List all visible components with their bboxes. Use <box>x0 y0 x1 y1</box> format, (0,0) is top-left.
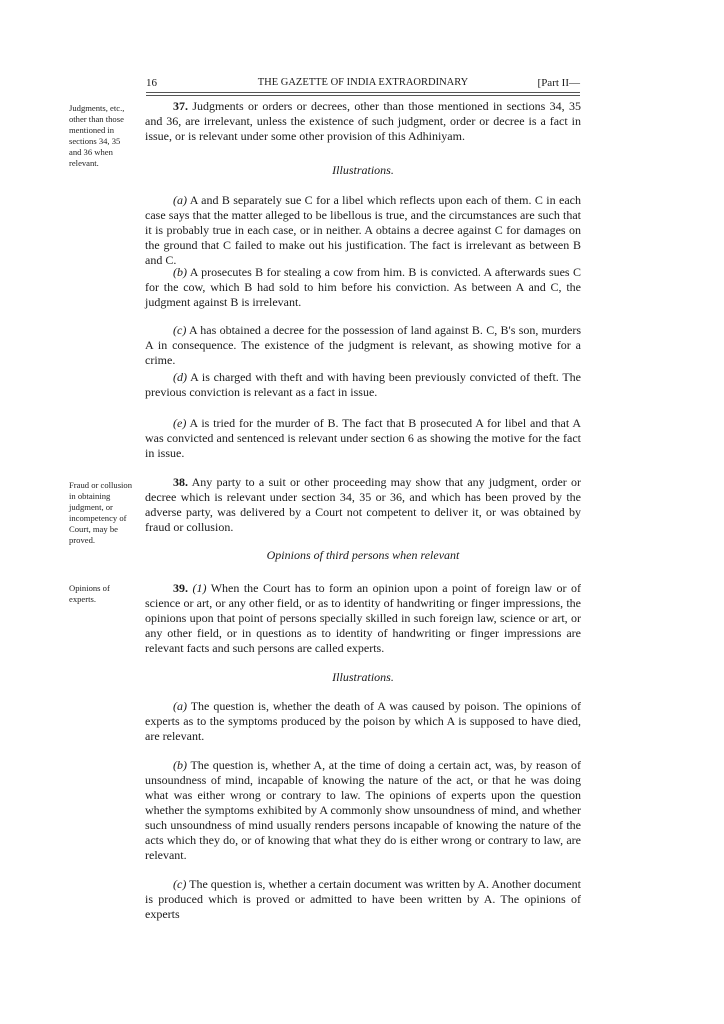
gazette-title: THE GAZETTE OF INDIA EXTRAORDINARY <box>257 77 469 88</box>
header-rule-bottom <box>146 95 580 96</box>
margin-note-s39: Opinions of experts. <box>69 583 110 604</box>
illustration-text: A and B separately sue C for a libel which reflects upon each of them. C in each case says that the matter alleged to be libellous is true, and the circumstances are such that it is probably true in each case, or in neither. A obtains a decree against C for damages on the ground that C failed to make out his justification. The fact is irrelevant as between B and C. <box>145 193 581 267</box>
section-37 <box>145 99 581 144</box>
illustration-text: A prosecutes B for stealing a cow from him. B is convicted. A afterwards sues C for the cow, which B had sold to him before his conviction. As between A and C, the judgment against B is irrelevant. <box>145 265 581 309</box>
illustration-text: A has obtained a decree for the possession of land against B. C, B's son, murders A in consequence. The existence of the judgment is relevant, as showing motive for a crime. <box>145 323 581 367</box>
section-38 <box>145 475 581 535</box>
illustration-37e <box>145 416 581 461</box>
illustration-37d <box>145 370 581 400</box>
heading-third-persons: Opinions of third persons when relevant <box>266 548 460 562</box>
section-text: When the Court has to form an opinion upon a point of foreign law or of science or art, or any other field, or as to identity of handwriting or finger impressions, the opinions upon that point of persons specially skilled in such foreign law, science or art, or any other field, or in questions as to identity of handwriting or finger impressions are relevant facts and such persons are called experts. <box>145 581 581 655</box>
page-header <box>146 77 580 93</box>
illustration-text: The question is, whether A, at the time of doing a certain act, was, by reason of unsoundness of mind, incapable of knowing the nature of the act, or that he was doing what was either wrong or contrary to law. The opinions of experts upon the question whether the symptoms exhibited by A commonly show unsoundness of mind, and whether such unsoundness of mind usually renders persons incapable of knowing the nature of the acts which they do, or of knowing that what they do is either wrong or contrary to law, are relevant. <box>145 758 581 862</box>
margin-note-s38: Fraud or collusion in obtaining judgment, or incompetency of Court, may be proved. <box>69 480 133 545</box>
illustration-text: The question is, whether the death of A was caused by poison. The opinions of experts as to the symptoms produced by the poison by which A is supposed to have died, are relevant. <box>145 699 581 743</box>
illustration-37c <box>145 323 581 368</box>
illustration-text: A is charged with theft and with having been previously convicted of theft. The previous conviction is relevant as a fact in issue. <box>145 370 581 399</box>
part-label: [Part II— <box>537 77 580 89</box>
subsection-number: (1) <box>192 581 207 595</box>
section-text: Judgments or orders or decrees, other than those mentioned in sections 34, 35 and 36, are irrelevant, unless the existence of such judgment, order or decree is a fact in issue, or is relevant under some other provision of this Adhiniyam. <box>145 99 581 143</box>
illustration-text: A is tried for the murder of B. The fact that B prosecuted A for libel and that A was convicted and sentenced is relevant under section 6 as showing the motive for the fact in issue. <box>145 416 581 460</box>
section-number: 39. <box>173 581 188 595</box>
section-39 <box>145 581 581 656</box>
header-rule-top <box>146 92 580 93</box>
illustration-39a <box>145 699 581 744</box>
illustration-39b <box>145 758 581 863</box>
illustration-label: (e) <box>173 416 187 430</box>
illustration-label: (a) <box>173 193 187 207</box>
illustrations-heading: Illustrations. <box>332 163 394 177</box>
illustration-37a <box>145 193 581 268</box>
illustration-39c <box>145 877 581 922</box>
margin-note-s37: Judgments, etc., other than those mentioned in sections 34, 35 and 36 when relevant. <box>69 103 125 168</box>
illustration-37b <box>145 265 581 310</box>
illustration-label: (d) <box>173 370 187 384</box>
section-text: Any party to a suit or other proceeding may show that any judgment, order or decree which is relevant under section 34, 35 or 36, and which has been proved by the adverse party, was delivered by a Court not competent to deliver it, or was obtained by fraud or collusion. <box>145 475 581 534</box>
illustrations-heading: Illustrations. <box>332 670 394 684</box>
illustration-label: (c) <box>173 877 187 891</box>
illustration-label: (b) <box>173 265 187 279</box>
illustration-text: The question is, whether a certain document was written by A. Another document is produced which is proved or admitted to have been written by A. The opinions of experts <box>145 877 582 921</box>
illustration-label: (c) <box>173 323 187 337</box>
section-number: 38. <box>173 475 188 489</box>
page-number: 16 <box>146 77 157 89</box>
illustration-label: (a) <box>173 699 187 713</box>
illustration-label: (b) <box>173 758 187 772</box>
section-number: 37. <box>173 99 188 113</box>
